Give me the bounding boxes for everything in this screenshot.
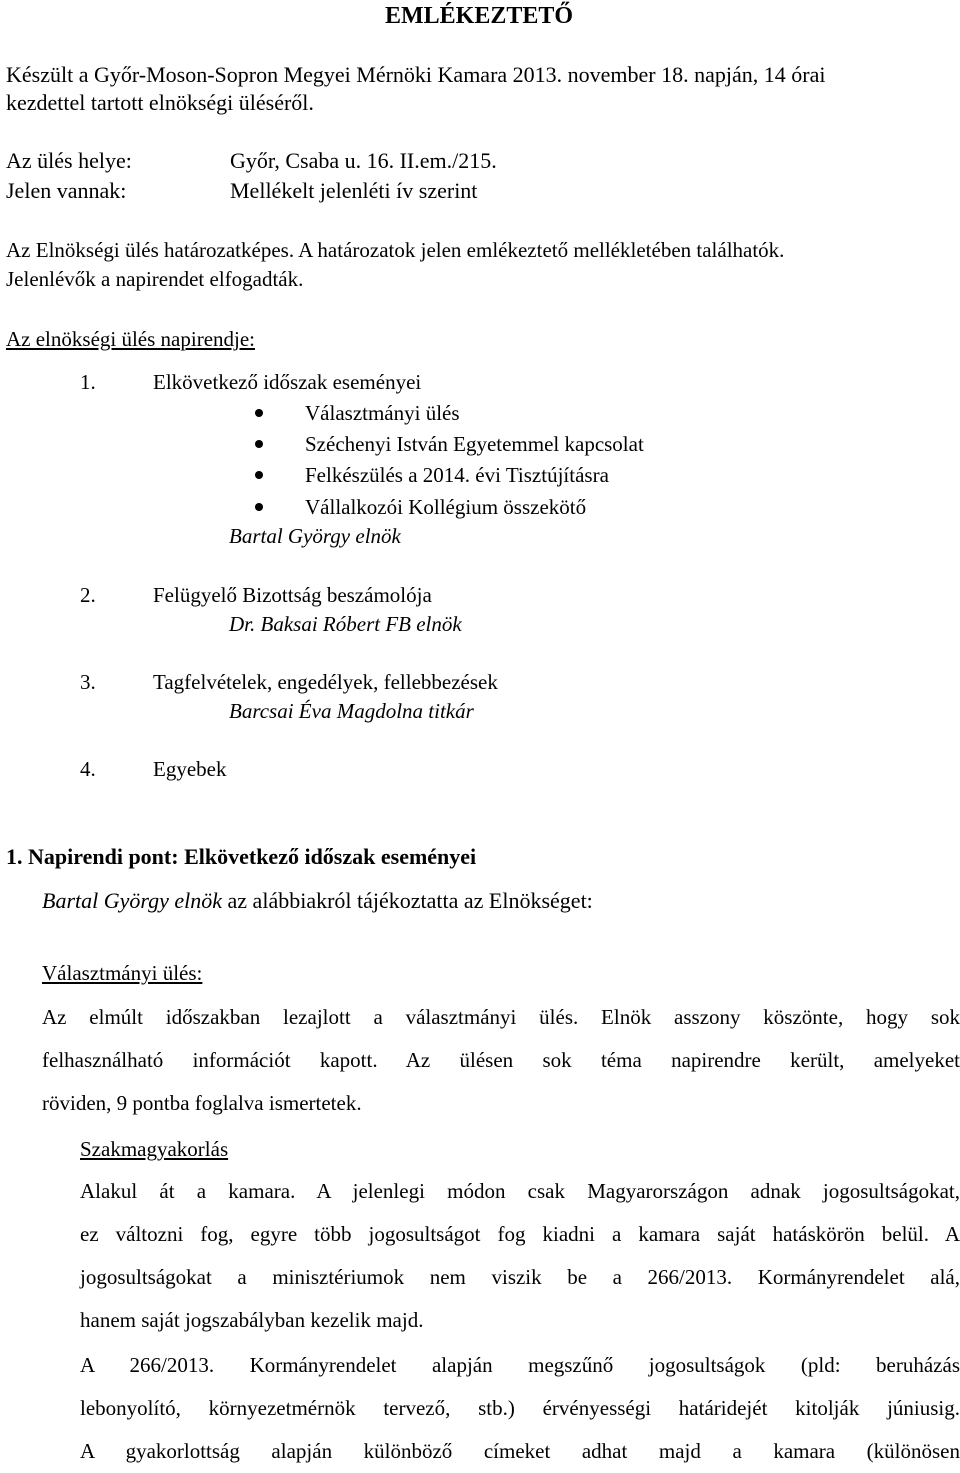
section-1-heading-prefix: 1. Napirendi pont: xyxy=(6,844,185,869)
subsection-heading-szakmagyakorlas: Szakmagyakorlás xyxy=(80,1137,229,1161)
agenda-item-1-bullet-3: Felkészülés a 2014. évi Tisztújításra xyxy=(305,463,609,487)
agenda-item-2-title: Felügyelő Bizottság beszámolója xyxy=(153,583,432,607)
agenda-item-3-title: Tagfelvételek, engedélyek, fellebbezések xyxy=(153,670,498,694)
agenda-heading: Az elnökségi ülés napirendje: xyxy=(6,327,256,351)
paragraph-line: röviden, 9 pontba foglalva ismertetek. xyxy=(42,1091,362,1115)
section-1-lead-presenter: Bartal György elnök xyxy=(42,888,223,913)
paragraph-line: jogosultságokat a minisztériumok nem viszik be a 266/2013. Kormányrendelet alá, xyxy=(80,1265,960,1289)
paragraph-line: Az elmúlt időszakban lezajlott a választmányi ülés. Elnök asszony köszönte, hogy sok xyxy=(42,1005,960,1029)
intro-line-2: kezdettel tartott elnökségi üléséről. xyxy=(6,90,314,115)
document-title: EMLÉKEZTETŐ xyxy=(385,3,574,29)
agenda-item-4-number: 4. xyxy=(80,757,96,781)
place-value: Győr, Csaba u. 16. II.em./215. xyxy=(230,148,497,173)
quorum-line-2: Jelenlévők a napirendet elfogadták. xyxy=(6,267,304,291)
agenda-item-4-title: Egyebek xyxy=(153,757,227,781)
agenda-item-1-number: 1. xyxy=(80,370,96,394)
paragraph-line: A 266/2013. Kormányrendelet alapján megszűnő jogosultságok (pld: beruházás xyxy=(80,1353,960,1377)
agenda-item-3-presenter: Barcsai Éva Magdolna titkár xyxy=(229,699,474,723)
place-label: Az ülés helye: xyxy=(6,148,132,173)
subsection-heading-valasztmanyi: Választmányi ülés: xyxy=(42,961,203,985)
paragraph-line: felhasználható információt kapott. Az ülésen sok téma napirendre került, amelyeket xyxy=(42,1048,960,1072)
intro-line-1: Készült a Győr-Moson-Sopron Megyei Mérnöki Kamara 2013. november 18. napján, 14 órai xyxy=(6,62,826,87)
paragraph-line: lebonyolító, környezetmérnök tervező, stb.) érvényességi határidejét kitolják júniusig. xyxy=(80,1396,960,1420)
section-1-lead-text: az alábbiakról tájékoztatta az Elnökséget: xyxy=(222,888,593,913)
present-value: Mellékelt jelenléti ív szerint xyxy=(230,178,478,203)
section-1-heading xyxy=(6,844,476,870)
agenda-item-1-presenter: Bartal György elnök xyxy=(229,524,401,548)
paragraph-line: A gyakorlottság alapján különböző címeket adhat majd a kamara (különösen xyxy=(80,1439,960,1463)
agenda-item-1-title: Elkövetkező időszak eseményei xyxy=(153,370,422,394)
agenda-item-1-bullet-2: Széchenyi István Egyetemmel kapcsolat xyxy=(305,432,644,456)
section-1-lead xyxy=(42,888,593,914)
agenda-item-1-bullet-4: Vállalkozói Kollégium összekötő xyxy=(305,495,587,519)
bullet-icon xyxy=(255,503,263,511)
paragraph-line: ez változni fog, egyre több jogosultságot fog kiadni a kamara saját hatáskörön belül. A xyxy=(80,1222,960,1246)
agenda-item-2-presenter: Dr. Baksai Róbert FB elnök xyxy=(229,612,462,636)
bullet-icon xyxy=(255,440,263,448)
section-1-heading-title: Elkövetkező időszak eseményei xyxy=(184,844,477,869)
present-label: Jelen vannak: xyxy=(6,178,127,203)
agenda-item-3-number: 3. xyxy=(80,670,96,694)
paragraph-line: Alakul át a kamara. A jelenlegi módon csak Magyarországon adnak jogosultságokat, xyxy=(80,1179,960,1203)
bullet-icon xyxy=(255,471,263,479)
agenda-item-1-bullet-1: Választmányi ülés xyxy=(305,401,460,425)
quorum-line-1: Az Elnökségi ülés határozatképes. A határozatok jelen emlékeztető mellékletében találhatók. xyxy=(6,238,785,262)
paragraph-line: hanem saját jogszabályban kezelik majd. xyxy=(80,1308,424,1332)
agenda-item-2-number: 2. xyxy=(80,583,96,607)
bullet-icon xyxy=(255,409,263,417)
